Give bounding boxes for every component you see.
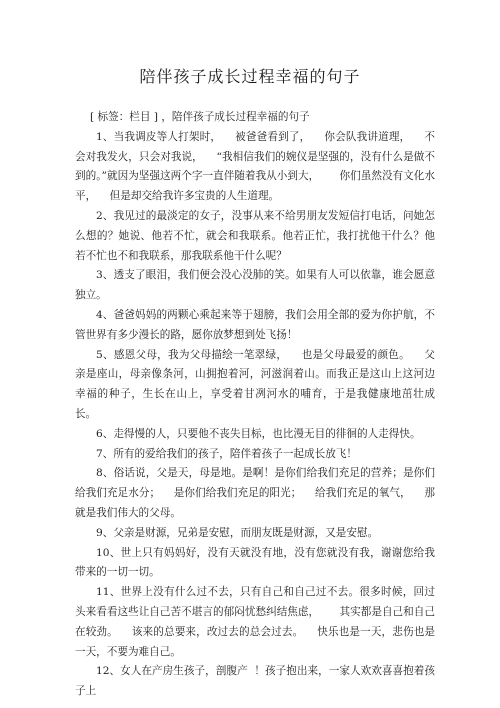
paragraph-2: 2、我见过的最淡定的女子，没事从来不给男朋友发短信打电话，问她怎么想的？她说、他若不忙，就会和我联系。他若正忙，我打扰他干什么？他若不忙也不和我联系，那我联系他干什么呢？: [75, 209, 435, 262]
paragraph-4: 4、爸爸妈妈的两颗心乘起来等于翅膀，我们会用全部的爱为你护航，不管世界有多少漫长的路，愿你放梦想到处飞扬！: [75, 308, 435, 341]
paragraph-12: 12、女人在产房生孩子，剖腹产 ！孩子抱出来，一家人欢欢喜喜抱着孩子上: [75, 665, 435, 698]
paragraph-7: 7、所有的爱给我们的孩子，陪伴着孩子一起成长放飞！: [96, 447, 357, 460]
paragraph-6: 6、走得慢的人，只要他不丧失目标，也比漫无目的徘徊的人走得快。: [96, 427, 421, 440]
paragraph-5: 5、感恩父母，我为父母描绘一笔翠绿， 也是父母最爱的颜色。 父亲是座山，母亲像条河，山拥抱着河，河滋润着山。而我正是这山上这河边幸福的种子，生长在山上，享受着甘冽河水的哺育，于是我健康地茁壮成长。: [75, 348, 435, 420]
paragraph-1: 1、当我调皮等人打架时， 被爸爸看到了， 你会队我讲道理， 不会对我发火，只会对我说， “我相信我们的婉仪是坚强的，没有什么是做不到的。”就因为坚强这两个字一直伴随着我从小到大， 你们虽然没有文化水平， 但是却交给我许多宝贵的人生道理。: [75, 130, 435, 203]
paragraph-10: 10、世上只有妈妈好，没有天就没有地，没有您就没有我，谢谢您给我带来的一切一切。: [75, 546, 435, 579]
paragraph-9: 9、父亲是财源，兄弟是安慰，而朋友既是财源，又是安慰。: [96, 526, 379, 539]
paragraph-3: 3、透支了眼泪，我们便会没心没肺的笑。如果有人可以依靠，谁会愿意独立。: [75, 269, 435, 302]
paragraph-11: 11、世界上没有什么过不去，只有自己和自己过不去。很多时候，回过头来看看这些让自己苦不堪言的郁闷忧愁纠结焦虑， 其实都是自己和自己在较劲。 该来的总要来，改过去的总会过去。 快乐也是一天，悲伤也是一天，不要为难自己。: [75, 586, 435, 658]
paragraph-8: 8、俗话说，父是天，母是地。是啊！是你们给我们充足的营养；是你们给我们充足水分； 是你们给我们充足的阳光； 给我们充足的氧气， 那就是我们伟大的父母。: [75, 467, 435, 519]
tag-line: [ 标签：栏目 ] ，陪伴孩子成长过程幸福的句子: [90, 111, 310, 123]
page-title: 陪伴孩子成长过程幸福的句子: [139, 67, 361, 86]
article-body: [75, 108, 435, 702]
